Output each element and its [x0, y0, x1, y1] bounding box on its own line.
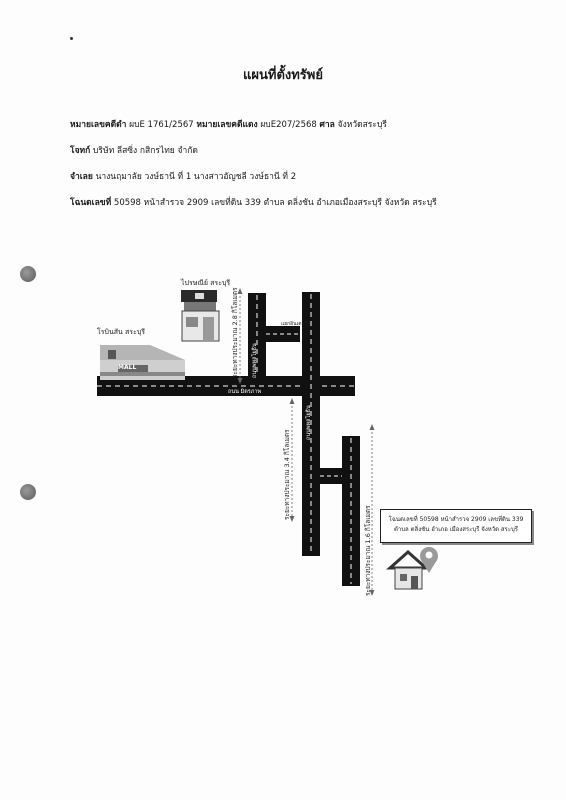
deed-label: โฉนดเลขที่: [70, 198, 112, 208]
plaintiff-label: โจทก์: [70, 146, 91, 156]
road-center-label: ถนนพหลโยธิน: [306, 405, 312, 440]
shopping-mall-icon: [100, 345, 185, 380]
road-left-label: ถนนพหลโยธิน: [252, 343, 258, 378]
post-office-icon: [181, 290, 219, 341]
red-case-label: หมายเลขคดีแดง: [196, 120, 258, 130]
plot-info-line2: ตำบล ตลิ่งชัน อำเภอ เมืองสระบุรี จังหวัด สระบุรี: [393, 526, 519, 533]
page-title: แผนที่ตั้งทรัพย์: [243, 68, 323, 83]
defendant-label: จำเลย: [70, 172, 93, 182]
robinson-label: โรบินสัน สระบุรี: [97, 328, 146, 336]
house-location-icon: [390, 547, 438, 589]
mall-sign: MALL: [118, 364, 137, 371]
court-value: จังหวัดสระบุรี: [337, 120, 387, 130]
plot-info-box: [380, 509, 532, 543]
black-case-value: ผบE 1761/2567: [129, 120, 194, 130]
distance-left-label: ระยะทางประมาณ 2.8 กิโลเมตร: [231, 287, 239, 378]
plot-info-line1: โฉนดเลขที่ 50598 หน้าสำรวจ 2909 เลขที่ดิน 339: [388, 516, 524, 523]
post-office-label: ไปรษณีย์ สระบุรี: [181, 279, 231, 287]
red-case-value: ผบE207/2568: [260, 120, 317, 130]
distance-center-label: ระยะทางประมาณ 3.4 กิโลเมตร: [283, 429, 291, 520]
junction-label: แยกอินเตอร์: [281, 321, 308, 327]
court-label: ศาล: [319, 120, 335, 130]
distance-right-label: ระยะทางประมาณ 1.6 กิโลเมตร: [364, 505, 372, 596]
road-main-label: ถนน มิตรภาพ: [228, 389, 262, 395]
plaintiff-value: บริษัท ลีสซิ่ง กสิกรไทย จำกัด: [93, 146, 198, 156]
deed-value: 50598 หน้าสำรวจ 2909 เลขที่ดิน 339 ตำบล ตลิ่งชัน อำเภอเมืองสระบุรี จังหวัด สระบุรี: [113, 198, 437, 208]
defendant-value: นางนฤมาลัย วงษ์ธานี ที่ 1 นางสาวอัญชลี วงษ์ธานี ที่ 2: [95, 172, 297, 182]
black-case-label: หมายเลขคดีดำ: [70, 120, 127, 130]
